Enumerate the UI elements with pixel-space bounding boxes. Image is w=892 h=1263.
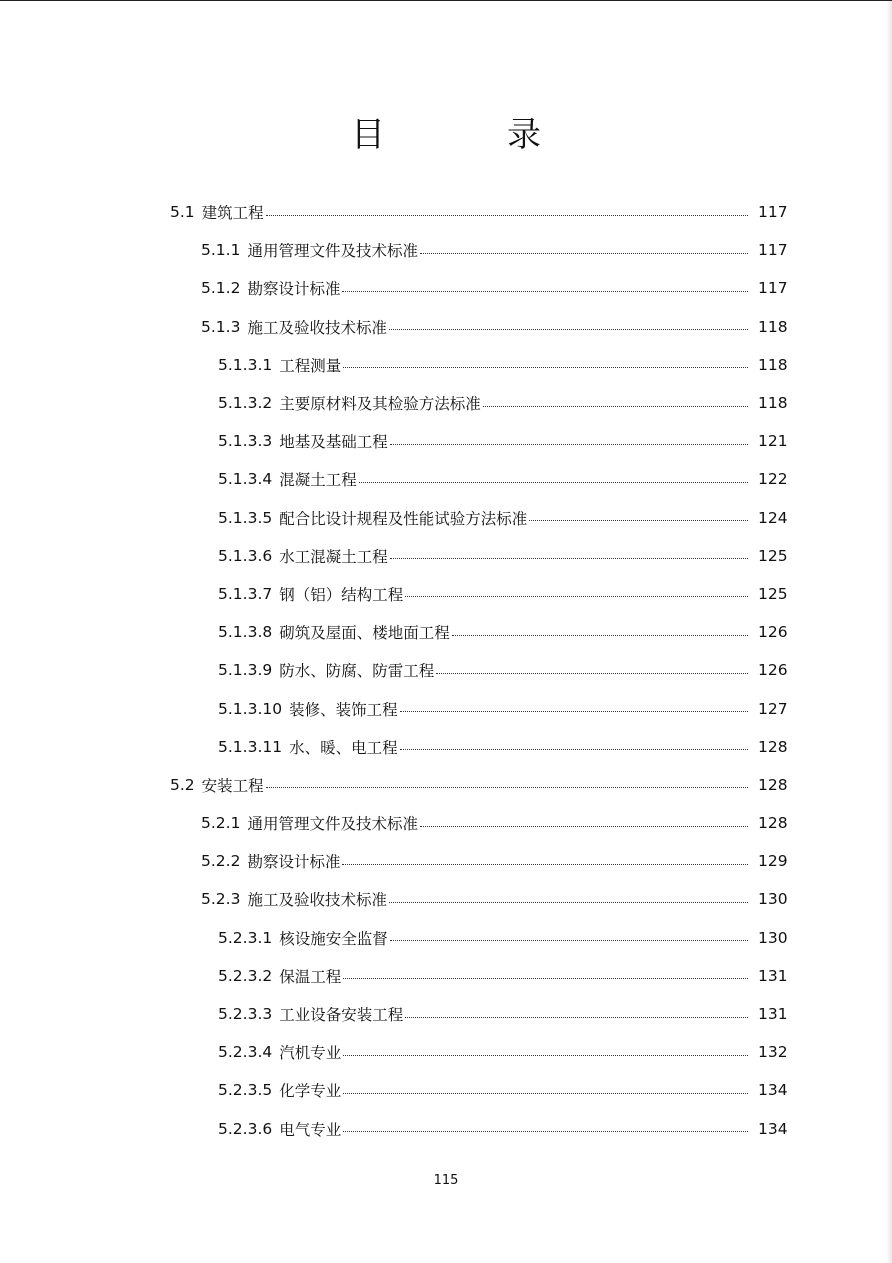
- toc-entry[interactable]: [0, 728, 892, 766]
- toc-entry[interactable]: [0, 308, 892, 346]
- toc-entry-number: 5.2.1: [201, 814, 241, 833]
- toc-entry[interactable]: [0, 193, 892, 231]
- toc-entry-page: 118: [758, 317, 788, 336]
- page-number: 115: [433, 1173, 459, 1188]
- toc-entry-label: 钢（铝）结构工程: [279, 585, 404, 604]
- dot-leader: [483, 406, 748, 407]
- toc-entry-page: 118: [758, 355, 788, 374]
- dot-leader: [266, 787, 748, 788]
- toc-entry[interactable]: [0, 995, 892, 1033]
- toc-entry[interactable]: [0, 460, 892, 498]
- dot-leader: [343, 1055, 748, 1056]
- toc-entry[interactable]: [0, 957, 892, 995]
- toc-entry-page: 117: [758, 203, 788, 222]
- dot-leader: [529, 520, 748, 521]
- toc-entry-label: 安装工程: [201, 776, 264, 795]
- toc-entry[interactable]: [0, 1110, 892, 1148]
- toc-entry[interactable]: [0, 804, 892, 842]
- toc-entry-number: 5.1.3.6: [218, 546, 273, 565]
- toc-entry-number: 5.1.3.2: [218, 394, 273, 413]
- toc-entry[interactable]: [0, 1033, 892, 1071]
- toc-entry-page: 132: [758, 1043, 788, 1062]
- toc-entry[interactable]: [0, 613, 892, 651]
- toc-entry[interactable]: [0, 346, 892, 384]
- toc-entry[interactable]: [0, 766, 892, 804]
- toc-entry[interactable]: [0, 880, 892, 918]
- dot-leader: [343, 1131, 748, 1132]
- toc-entry-page: 131: [758, 966, 788, 985]
- dot-leader: [390, 444, 748, 445]
- dot-leader: [452, 635, 748, 636]
- toc-entry-page: 129: [758, 852, 788, 871]
- dot-leader: [420, 253, 748, 254]
- toc-entry-number: 5.1.3.7: [218, 584, 273, 603]
- dot-leader: [343, 978, 748, 979]
- dot-leader: [266, 215, 748, 216]
- toc-entry-number: 5.2.3: [201, 890, 241, 909]
- toc-entry-label: 通用管理文件及技术标准: [247, 242, 418, 261]
- toc-entry-page: 126: [758, 661, 788, 680]
- toc-entry-label: 化学专业: [279, 1082, 342, 1101]
- toc-entry-page: 124: [758, 508, 788, 527]
- toc-entry-page: 118: [758, 394, 788, 413]
- dot-leader: [420, 826, 748, 827]
- toc-entry-number: 5.2: [170, 775, 195, 794]
- toc-entry-number: 5.1.3.3: [218, 432, 273, 451]
- toc-entry-label: 砌筑及屋面、楼地面工程: [279, 624, 450, 643]
- dot-leader: [343, 1093, 748, 1094]
- toc-entry-page: 127: [758, 699, 788, 718]
- toc-entry[interactable]: [0, 537, 892, 575]
- toc-entry-number: 5.1.3: [201, 317, 241, 336]
- dot-leader: [342, 864, 748, 865]
- toc-entry-number: 5.2.3.1: [218, 928, 273, 947]
- toc-entry-label: 通用管理文件及技术标准: [247, 815, 418, 834]
- toc-entry-label: 核设施安全监督: [279, 929, 388, 948]
- toc-entry-page: 125: [758, 546, 788, 565]
- toc-entry-number: 5.1.3.10: [218, 699, 283, 718]
- toc-entry-label: 工程测量: [279, 356, 342, 375]
- toc-entry-number: 5.2.3.2: [218, 966, 273, 985]
- toc-entry-label: 装修、装饰工程: [289, 700, 398, 719]
- toc-entry-number: 5.2.3.6: [218, 1119, 273, 1138]
- toc-entry-label: 施工及验收技术标准: [247, 318, 387, 337]
- toc-entry-page: 128: [758, 737, 788, 756]
- toc-entry-label: 电气专业: [279, 1120, 342, 1139]
- toc-entry[interactable]: [0, 499, 892, 537]
- dot-leader: [343, 367, 748, 368]
- toc-entry-label: 勘察设计标准: [247, 853, 341, 872]
- toc-entry[interactable]: [0, 422, 892, 460]
- toc-entry[interactable]: [0, 689, 892, 727]
- toc-entry-page: 117: [758, 241, 788, 260]
- toc-entry[interactable]: [0, 269, 892, 307]
- dot-leader: [389, 329, 748, 330]
- toc-entry-number: 5.2.2: [201, 852, 241, 871]
- toc-entry-page: 130: [758, 890, 788, 909]
- dot-leader: [400, 749, 748, 750]
- toc-entry-label: 汽机专业: [279, 1044, 342, 1063]
- page-title: 目 录: [351, 115, 585, 155]
- toc-entry-label: 保温工程: [279, 967, 342, 986]
- toc-entry-number: 5.1.3.1: [218, 355, 273, 374]
- dot-leader: [436, 673, 748, 674]
- toc-entry-number: 5.1.3.8: [218, 623, 273, 642]
- toc-entry-label: 混凝土工程: [279, 471, 357, 490]
- toc-entry-page: 128: [758, 814, 788, 833]
- toc-entry-page: 134: [758, 1081, 788, 1100]
- toc-entry[interactable]: [0, 231, 892, 269]
- toc-entry-page: 122: [758, 470, 788, 489]
- toc-entry-number: 5.1.3.5: [218, 508, 273, 527]
- toc-entry-number: 5.2.3.4: [218, 1043, 273, 1062]
- toc-entry-label: 地基及基础工程: [279, 433, 388, 452]
- dot-leader: [400, 711, 748, 712]
- toc-entry-page: 131: [758, 1005, 788, 1024]
- toc-entry-label: 主要原材料及其检验方法标准: [279, 395, 481, 414]
- toc-entry[interactable]: [0, 384, 892, 422]
- toc-entry-page: 121: [758, 432, 788, 451]
- toc-entry-number: 5.1.3.4: [218, 470, 273, 489]
- dot-leader: [359, 482, 748, 483]
- dot-leader: [390, 940, 748, 941]
- toc-entry-number: 5.1.3.9: [218, 661, 273, 680]
- toc-entry-number: 5.1: [170, 203, 195, 222]
- toc-entry[interactable]: [0, 651, 892, 689]
- toc-entry[interactable]: [0, 919, 892, 957]
- dot-leader: [405, 1017, 748, 1018]
- toc-entry-label: 防水、防腐、防雷工程: [279, 662, 435, 681]
- toc-entry[interactable]: [0, 842, 892, 880]
- toc-entry-label: 勘察设计标准: [247, 280, 341, 299]
- toc-entry-page: 125: [758, 584, 788, 603]
- toc-entry-number: 5.1.1: [201, 241, 241, 260]
- toc-entry-label: 工业设备安装工程: [279, 1006, 404, 1025]
- toc-entry-label: 建筑工程: [201, 204, 264, 223]
- dot-leader: [405, 596, 748, 597]
- toc-entry-label: 施工及验收技术标准: [247, 891, 387, 910]
- toc-entry-label: 水工混凝土工程: [279, 547, 388, 566]
- dot-leader: [342, 291, 748, 292]
- table-of-contents: [0, 193, 892, 1148]
- toc-entry[interactable]: [0, 575, 892, 613]
- toc-entry-label: 水、暖、电工程: [289, 738, 398, 757]
- toc-entry-page: 117: [758, 279, 788, 298]
- toc-entry-number: 5.2.3.3: [218, 1005, 273, 1024]
- toc-entry-page: 134: [758, 1119, 788, 1138]
- toc-entry-number: 5.2.3.5: [218, 1081, 273, 1100]
- dot-leader: [390, 558, 748, 559]
- dot-leader: [389, 902, 748, 903]
- page-edge-shadow: [886, 1, 892, 1263]
- toc-entry-number: 5.1.2: [201, 279, 241, 298]
- toc-entry-page: 128: [758, 775, 788, 794]
- toc-entry-page: 130: [758, 928, 788, 947]
- toc-entry-label: 配合比设计规程及性能试验方法标准: [279, 509, 528, 528]
- toc-entry[interactable]: [0, 1071, 892, 1109]
- toc-entry-number: 5.1.3.11: [218, 737, 283, 756]
- toc-entry-page: 126: [758, 623, 788, 642]
